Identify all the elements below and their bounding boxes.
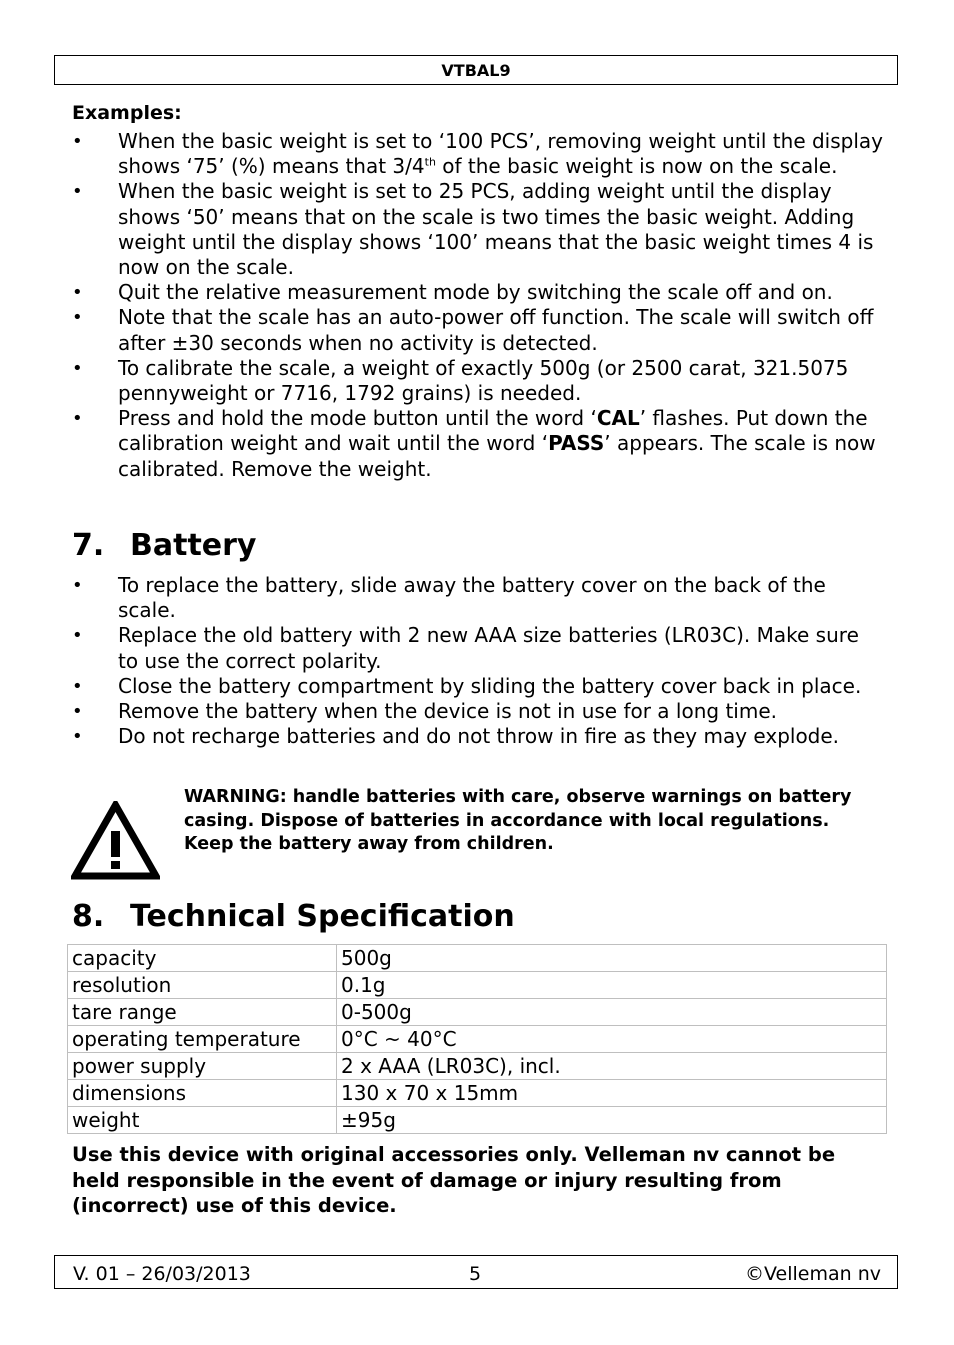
- spec-heading: [72, 899, 515, 935]
- table-row: weight ±95g: [68, 1107, 887, 1134]
- section-title: Technical Specification: [130, 899, 515, 934]
- spec-table: [67, 944, 887, 1134]
- table-row: resolution 0.1g: [68, 972, 887, 999]
- section-number: 8.: [72, 899, 105, 934]
- list-item: • Quit the relative measurement mode by switching the scale off and on.: [72, 280, 884, 305]
- footer-version: V. 01 – 26/03/2013: [73, 1263, 251, 1285]
- table-row: capacity 500g: [68, 945, 887, 972]
- list-item: • When the basic weight is set to 25 PCS, adding weight until the display shows ‘50’ means that on the scale is two times the basic weight. Adding weight until the display shows ‘100’ means that the basic weight times 4 is now on the scale.: [72, 179, 884, 280]
- battery-list: [72, 573, 884, 749]
- examples-title: Examples:: [72, 102, 182, 124]
- warning-triangle-icon: [71, 801, 160, 880]
- battery-warning: WARNING: handle batteries with care, observe warnings on battery casing. Dispose of batteries in accordance with local regulations. Keep the battery away from children.: [184, 787, 852, 854]
- section-number: 7.: [72, 528, 105, 563]
- list-item: • Note that the scale has an auto-power off function. The scale will switch off after ±30 seconds when no activity is detected.: [72, 305, 884, 355]
- page-header-model: VTBAL9: [54, 55, 898, 85]
- page-footer: [54, 1255, 898, 1289]
- list-item: • Replace the old battery with 2 new AAA size batteries (LR03C). Make sure to use the correct polarity.: [72, 623, 884, 673]
- list-item: • When the basic weight is set to ‘100 PCS’, removing weight until the display shows ‘75’ (%) means that 3/4th of the basic weight is now on the scale.: [72, 129, 884, 179]
- battery-heading: [72, 528, 257, 564]
- section-title: Battery: [130, 528, 257, 563]
- list-item: • Press and hold the mode button until the word ‘CAL’ flashes. Put down the calibration weight and wait until the word ‘PASS’ appears. The scale is now calibrated. Remove the weight.: [72, 406, 884, 482]
- disclaimer: Use this device with original accessories only. Velleman nv cannot be held responsible in the event of damage or injury resulting from (incorrect) use of this device.: [72, 1143, 836, 1217]
- examples-list: [72, 129, 884, 482]
- list-item: • Close the battery compartment by sliding the battery cover back in place.: [72, 674, 884, 699]
- table-row: tare range 0-500g: [68, 999, 887, 1026]
- footer-page-number: 5: [469, 1263, 482, 1285]
- list-item: • To calibrate the scale, a weight of exactly 500g (or 2500 carat, 321.5075 pennyweight or 7716, 1792 grains) is needed.: [72, 356, 884, 406]
- list-item: • To replace the battery, slide away the battery cover on the back of the scale.: [72, 573, 884, 623]
- footer-copyright: ©Velleman nv: [745, 1263, 881, 1285]
- table-row: power supply 2 x AAA (LR03C), incl.: [68, 1053, 887, 1080]
- table-row: operating temperature 0°C ~ 40°C: [68, 1026, 887, 1053]
- list-item: • Do not recharge batteries and do not throw in fire as they may explode.: [72, 724, 884, 749]
- table-row: dimensions 130 x 70 x 15mm: [68, 1080, 887, 1107]
- list-item: • Remove the battery when the device is not in use for a long time.: [72, 699, 884, 724]
